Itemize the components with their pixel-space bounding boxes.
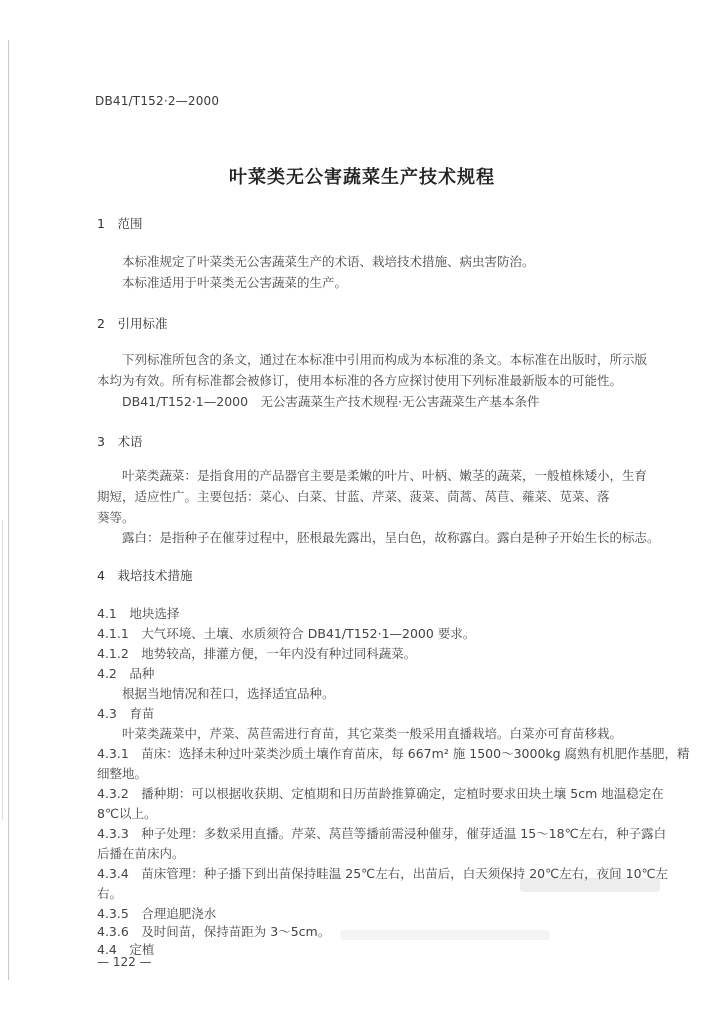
clause-line: 4.1.1 大气环境、土壤、水质须符合 DB41/T152·1—2000 要求。 — [97, 626, 476, 641]
paragraph-line: 本标准规定了叶菜类无公害蔬菜生产的术语、栽培技术措施、病虫害防治。 — [122, 254, 535, 269]
clause-line: 叶菜类蔬菜中，芹菜、莴苣需进行育苗，其它菜类一般采用直播栽培。白菜亦可育苗移栽。 — [122, 726, 623, 741]
clause-line: 4.3.5 合理追肥浇水 — [97, 906, 217, 921]
clause-line: 4.3.3 种子处理：多数采用直播。芹菜、莴苣等播前需浸种催芽，催芽适温 15～18℃左右，种子露白 — [97, 826, 667, 841]
clause-line: 4.3.6 及时间苗，保持苗距为 3～5cm。 — [97, 924, 331, 939]
clause-line: 4.3.1 苗床：选择未种过叶菜类沙质土壤作育苗床，每 667m² 施 1500～3000kg 腐熟有机肥作基肥，精 — [97, 746, 690, 761]
clause-line: 4.3 育苗 — [97, 706, 155, 721]
clause-line: 4.4 定植 — [97, 942, 155, 957]
referenced-standard: DB41/T152·1—2000 无公害蔬菜生产技术规程·无公害蔬菜生产基本条件 — [122, 394, 540, 409]
paragraph-line: 本标准适用于叶菜类无公害蔬菜的生产。 — [122, 275, 348, 290]
clause-line: 4.1.2 地势较高，排灌方便，一年内没有种过同科蔬菜。 — [97, 646, 417, 661]
scan-smudge — [340, 930, 550, 940]
clause-line: 4.3.2 播种期：可以根据收获期、定植期和日历苗龄推算确定，定植时要求田块土壤 5cm 地温稳定在 — [97, 786, 664, 801]
paragraph-line: 葵等。 — [97, 510, 135, 525]
clause-line: 8℃以上。 — [97, 806, 157, 821]
standard-code: DB41/T152·2—2000 — [95, 94, 220, 108]
paragraph-line: 叶菜类蔬菜：是指食用的产品器官主要是柔嫩的叶片、叶柄、嫩茎的蔬菜，一般植株矮小，生育 — [122, 468, 648, 483]
paragraph-line: 露白：是指种子在催芽过程中，胚根最先露出，呈白色，故称露白。露白是种子开始生长的标志。 — [122, 530, 660, 545]
clause-line: 4.1 地块选择 — [97, 606, 180, 621]
paragraph-line: 期短，适应性广。主要包括：菜心、白菜、甘蓝、芹菜、菠菜、茼蒿、莴苣、蕹菜、苋菜、落 — [97, 489, 610, 504]
clause-line: 根据当地情况和茬口，选择适宜品种。 — [122, 686, 335, 701]
section-heading: 2 引用标准 — [97, 316, 168, 331]
section-heading: 1 范围 — [97, 216, 143, 231]
page-title: 叶菜类无公害蔬菜生产技术规程 — [229, 167, 495, 188]
clause-line: 细整地。 — [97, 766, 148, 781]
clause-line: 4.3.4 苗床管理：种子播下到出苗保持畦温 25℃左右，出苗后，白天须保持 20℃左右，夜间 10℃左 — [97, 866, 669, 881]
paragraph-line: 下列标准所包含的条文，通过在本标准中引用而构成为本标准的条文。本标准在出版时，所示版 — [122, 352, 648, 367]
section-heading: 4 栽培技术措施 — [97, 568, 193, 583]
clause-line: 4.2 品种 — [97, 666, 155, 681]
clause-line: 后播在苗床内。 — [97, 846, 185, 861]
paragraph-line: 本均为有效。所有标准都会被修订，使用本标准的各方应探讨使用下列标准最新版本的可能性。 — [97, 373, 623, 388]
page-number: — 122 — — [97, 955, 152, 969]
section-heading: 3 术语 — [97, 434, 143, 449]
clause-line: 右。 — [97, 886, 123, 901]
scan-edge-line — [2, 520, 3, 820]
